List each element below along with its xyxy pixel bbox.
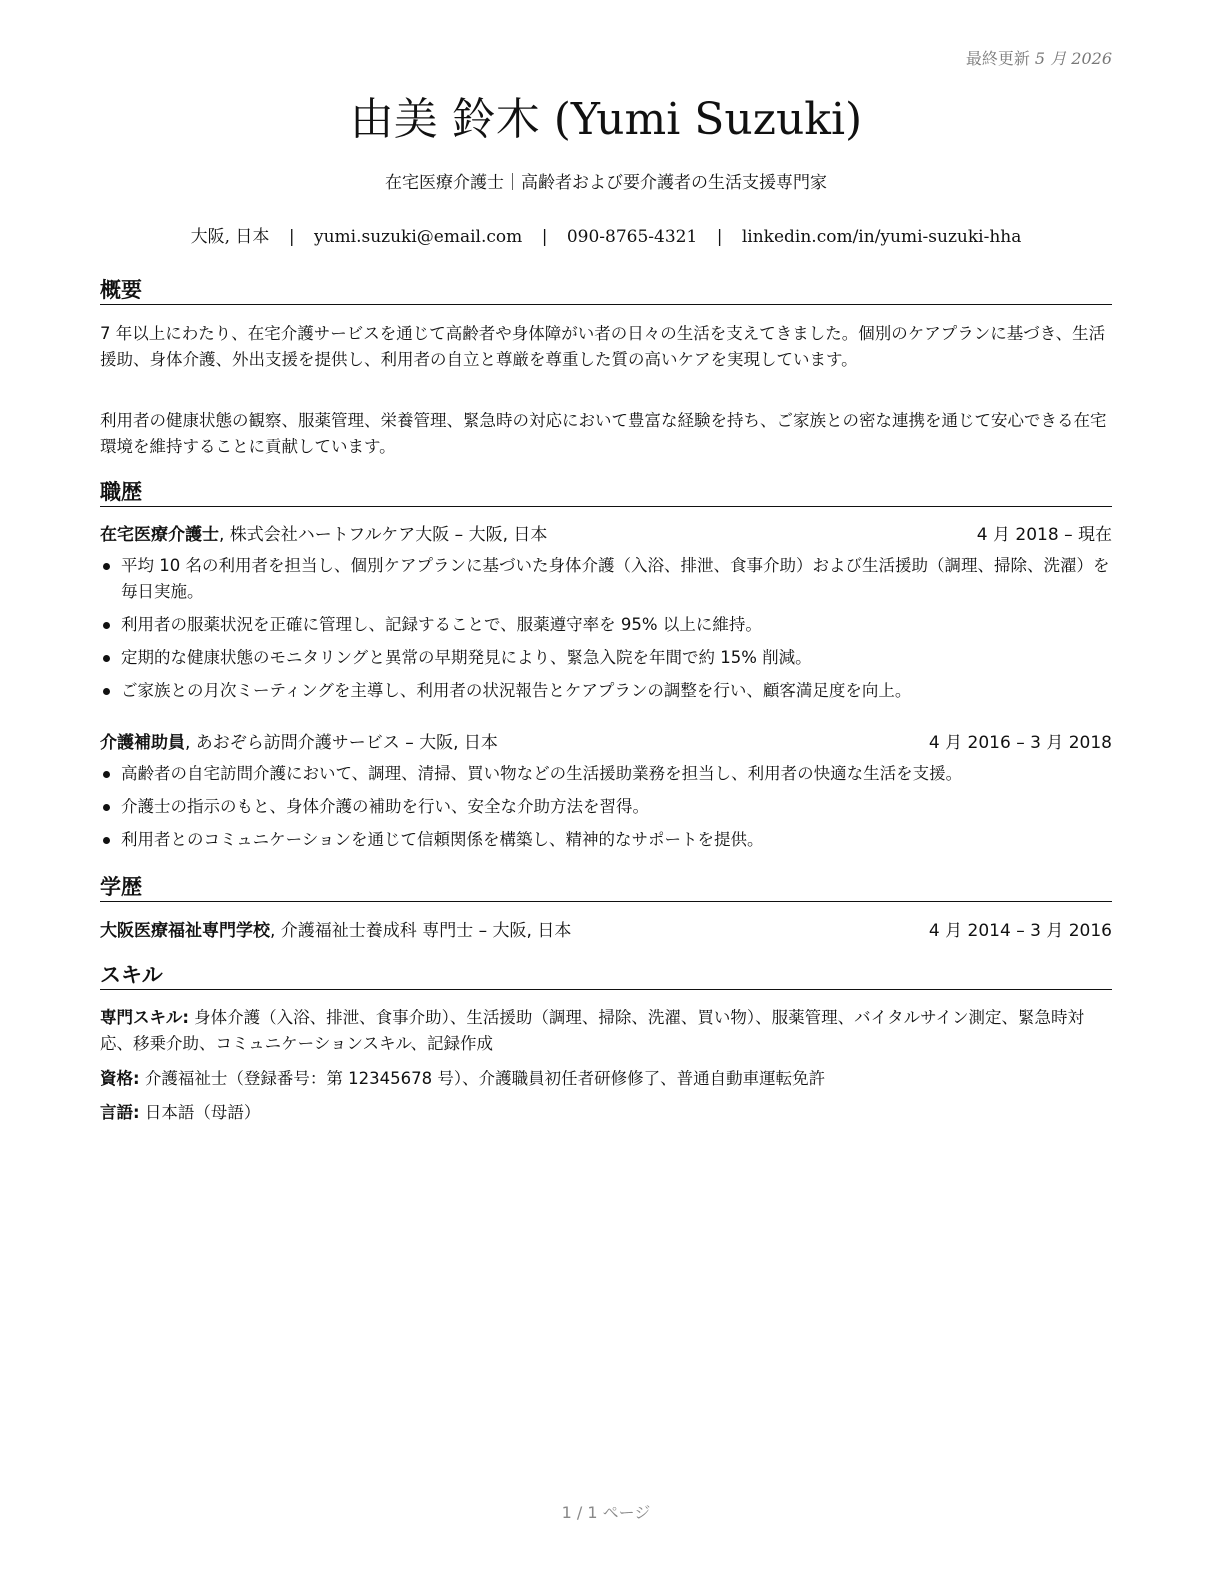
education-date: 4 月 2014 – 3 月 2016	[928, 921, 1112, 941]
job-role: 介護補助員	[100, 733, 185, 753]
skill-value: 日本語（母語）	[139, 1103, 261, 1122]
summary-paragraph: 7 年以上にわたり、在宅介護サービスを通じて高齢者や身体障がい者の日々の生活を支えてきました。個別のケアプランに基づき、生活援助、身体介護、外出支援を提供し、利用者の自立と尊厳を尊重した質の高いケアを実現しています。	[100, 324, 1106, 369]
contact-separator: |	[288, 227, 295, 247]
skill-key: 資格:	[100, 1069, 140, 1088]
section-title-education: 学歴	[100, 873, 1112, 902]
contact-separator: |	[716, 227, 723, 247]
education-entry	[100, 918, 1112, 944]
skill-line	[100, 1066, 1112, 1092]
contact-separator: |	[541, 227, 548, 247]
skill-key: 言語:	[100, 1103, 140, 1122]
contact-linkedin[interactable]: linkedin.com/in/yumi-suzuki-hha	[741, 227, 1022, 247]
skill-key: 専門スキル:	[100, 1008, 189, 1027]
last-updated-label: 最終更新	[965, 49, 1030, 68]
section-title-experience: 職歴	[100, 478, 1112, 507]
candidate-subtitle: 在宅医療介護士｜高齢者および要介護者の生活支援専門家	[385, 173, 827, 193]
job-bullet: 利用者の服薬状況を正確に管理し、記録することで、服薬遵守率を 95% 以上に維持。	[100, 612, 1112, 638]
education-school: 大阪医療福祉専門学校	[100, 921, 270, 941]
last-updated	[966, 46, 1112, 69]
skill-value: 介護福祉士（登録番号：第 12345678 号）、介護職員初任者研修修了、普通自動車運転免許	[139, 1069, 826, 1088]
contact-location: 大阪, 日本	[190, 227, 270, 247]
job-bullet: 平均 10 名の利用者を担当し、個別ケアプランに基づいた身体介護（入浴、排泄、食事介助）および生活援助（調理、掃除、洗濯）を毎日実施。	[100, 553, 1112, 605]
contact-line	[100, 224, 1112, 250]
job-date: 4 月 2016 – 3 月 2018	[928, 733, 1112, 753]
job-date: 4 月 2018 – 現在	[976, 525, 1112, 545]
job-bullet: 高齢者の自宅訪問介護において、調理、清掃、買い物などの生活援助業務を担当し、利用者の快適な生活を支援。	[100, 761, 1112, 787]
job-bullets	[100, 761, 1112, 860]
skill-line	[100, 1005, 1112, 1057]
job-bullet: 定期的な健康状態のモニタリングと異常の早期発見により、緊急入院を年間で約 15% 削減。	[100, 645, 1112, 671]
job-bullet: 利用者とのコミュニケーションを通じて信頼関係を構築し、精神的なサポートを提供。	[100, 827, 1112, 853]
job-header	[100, 522, 1112, 548]
section-title-skills: スキル	[100, 961, 1112, 990]
page-number: 1 / 1 ページ	[561, 1503, 651, 1522]
candidate-name: 由美 鈴木 (Yumi Suzuki)	[349, 94, 863, 145]
skill-line	[100, 1100, 1112, 1126]
job-bullet: 介護士の指示のもと、身体介護の補助を行い、安全な介助方法を習得。	[100, 794, 1112, 820]
education-detail: , 介護福祉士養成科 専門士 – 大阪, 日本	[270, 921, 572, 941]
skill-value: 身体介護（入浴、排泄、食事介助）、生活援助（調理、掃除、洗濯、買い物）、服薬管理、バイタルサイン測定、緊急時対応、移乗介助、コミュニケーションスキル、記録作成	[100, 1008, 1085, 1053]
job-bullet: ご家族との月次ミーティングを主導し、利用者の状況報告とケアプランの調整を行い、顧客満足度を向上。	[100, 678, 1112, 704]
last-updated-date: 5 月 2026	[1034, 49, 1112, 68]
job-header	[100, 730, 1112, 756]
job-role: 在宅医療介護士	[100, 525, 219, 545]
job-organization: , 株式会社ハートフルケア大阪 – 大阪, 日本	[219, 525, 548, 545]
contact-email[interactable]: yumi.suzuki@email.com	[313, 227, 523, 247]
job-bullets	[100, 553, 1112, 711]
summary-paragraph: 利用者の健康状態の観察、服薬管理、栄養管理、緊急時の対応において豊富な経験を持ち、ご家族との密な連携を通じて安心できる在宅環境を維持することに貢献しています。	[100, 411, 1107, 456]
resume-page	[100, 0, 1112, 1584]
section-title-summary: 概要	[100, 276, 1112, 305]
contact-phone[interactable]: 090-8765-4321	[566, 227, 698, 247]
job-organization: , あおぞら訪問介護サービス – 大阪, 日本	[185, 733, 498, 753]
